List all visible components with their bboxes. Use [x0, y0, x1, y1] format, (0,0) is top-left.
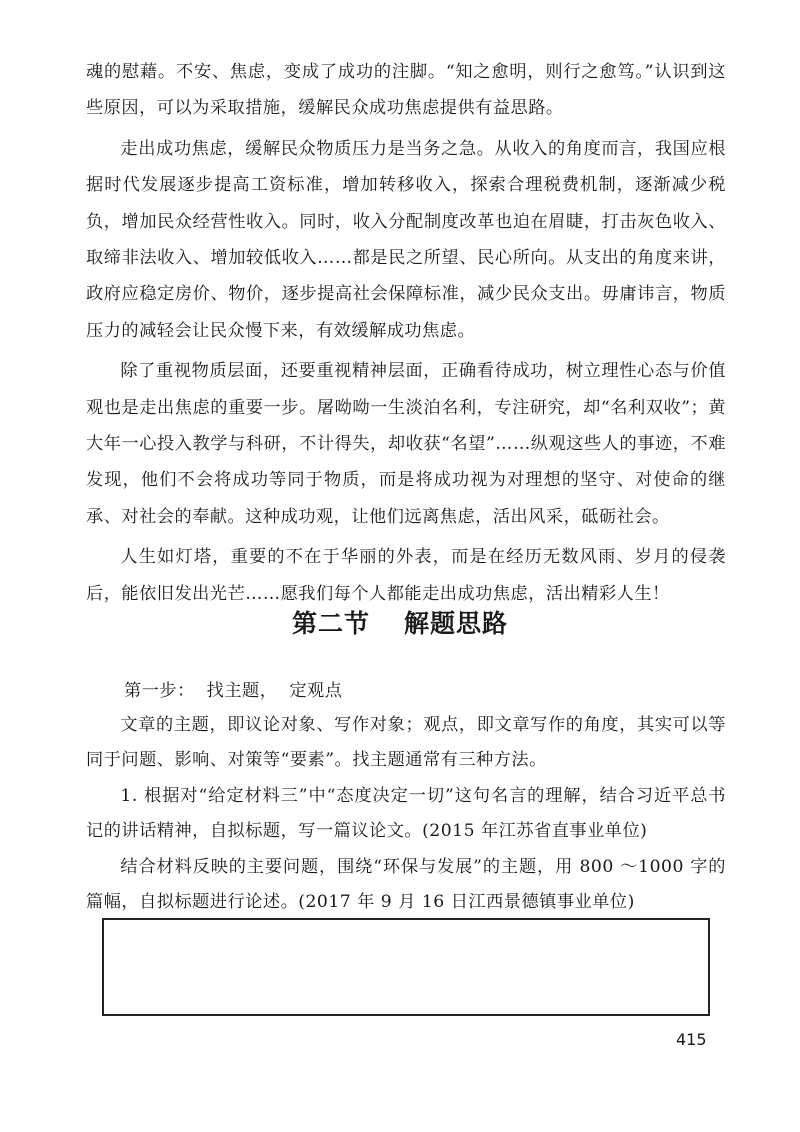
paragraph-theme-definition: 文章的主题，即议论对象、写作对象；观点，即文章写作的角度，其实可以等同于问题、影响、对策等“要素”。找主题通常有三种方法。: [86, 715, 726, 770]
body-text-top: [86, 54, 726, 612]
step-label: 第一步： 找主题， 定观点: [124, 681, 343, 701]
paragraph-spiritual-level: 除了重视物质层面，还要重视精神层面，正确看待成功，树立理性心态与价值观也是走出焦虑的重要一步。屠呦呦一生淡泊名利，专注研究，却“名利双收”；黄大年一心投入教学与科研，不计得失，却收获“名望”……纵观这些人的事迹，不难发现，他们不会将成功等同于物质，而是将成功视为对理想的坚守、对使命的继承、对社会的奉献。这种成功观，让他们远离焦虑，活出风采，砥砺社会。: [86, 361, 726, 527]
section-number: 第二节: [291, 609, 370, 638]
section-heading: [0, 604, 800, 640]
paragraph-example-2: 结合材料反映的主要问题，围绕“环保与发展”的主题，用 800 ～1000 字的篇幅，自拟标题进行论述。(2017 年 9 月 16 日江西景德镇事业单位): [86, 857, 726, 912]
page-number: 415: [676, 1030, 707, 1049]
paragraph-material-pressure: 走出成功焦虑，缓解民众物质压力是当务之急。从收入的角度而言，我国应根据时代发展逐步提高工资标准，增加转移收入，探索合理税费机制，逐渐减少税负，增加民众经营性收入。同时，收入分配制度改革也迫在眉睫，打击灰色收入、取缔非法收入、增加较低收入……都是民之所望、民心所向。从支出的角度来讲，政府应稳定房价、物价，逐步提高社会保障标准，减少民众支出。毋庸讳言，物质压力的减轻会让民众慢下来，有效缓解成功焦虑。: [86, 138, 726, 341]
body-text-bottom: [86, 708, 726, 919]
paragraph-conclusion: 人生如灯塔，重要的不在于华丽的外表，而是在经历无数风雨、岁月的侵袭后，能依旧发出光芒……愿我们每个人都能走出成功焦虑，活出精彩人生！: [86, 547, 726, 604]
paragraph-example-1: 1. 根据对“给定材料三”中“态度决定一切”这句名言的理解，结合习近平总书记的讲话精神，自拟标题，写一篇议论文。(2015 年江苏省直事业单位): [86, 786, 726, 841]
answer-box: [102, 918, 710, 1016]
paragraph-continuation: 魂的慰藉。不安、焦虑，变成了成功的注脚。“知之愈明，则行之愈笃。”认识到这些原因，可以为采取措施，缓解民众成功焦虑提供有益思路。: [86, 62, 726, 119]
section-title: 解题思路: [404, 609, 509, 638]
